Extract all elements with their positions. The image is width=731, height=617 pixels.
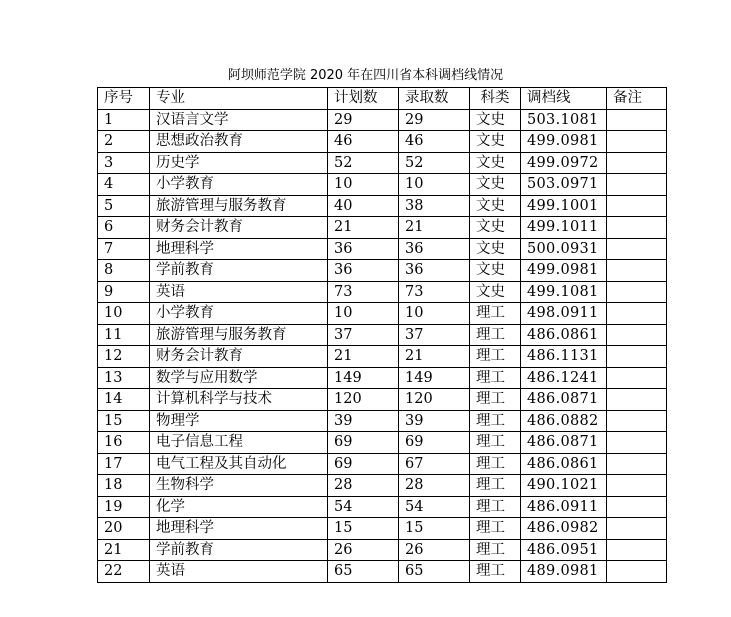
- cell-score: 499.1001: [521, 195, 607, 217]
- cell-plan: 29: [328, 109, 399, 131]
- header-category: 科类: [470, 88, 521, 110]
- cell-plan: 36: [328, 238, 399, 260]
- cell-plan: 15: [328, 518, 399, 540]
- cell-note: [607, 238, 667, 260]
- header-plan: 计划数: [328, 88, 399, 110]
- cell-category: 文史: [470, 109, 521, 131]
- cell-major: 汉语言文学: [150, 109, 328, 131]
- cell-score: 503.0971: [521, 174, 607, 196]
- cell-no: 21: [98, 539, 150, 561]
- cell-no: 16: [98, 432, 150, 454]
- cell-no: 15: [98, 410, 150, 432]
- cell-admitted: 46: [399, 131, 470, 153]
- cell-category: 理工: [470, 496, 521, 518]
- cell-category: 理工: [470, 410, 521, 432]
- cell-plan: 69: [328, 432, 399, 454]
- cell-no: 10: [98, 303, 150, 325]
- cell-admitted: 54: [399, 496, 470, 518]
- cell-category: 理工: [470, 475, 521, 497]
- cell-score: 486.1131: [521, 346, 607, 368]
- cell-major: 地理科学: [150, 238, 328, 260]
- table-row: [98, 152, 667, 174]
- cell-admitted: 39: [399, 410, 470, 432]
- table-row: [98, 260, 667, 282]
- table-row: [98, 475, 667, 497]
- cell-admitted: 36: [399, 260, 470, 282]
- cell-plan: 52: [328, 152, 399, 174]
- table-body: [98, 109, 667, 582]
- cell-no: 14: [98, 389, 150, 411]
- table-row: [98, 539, 667, 561]
- table-row: [98, 281, 667, 303]
- header-major: 专业: [150, 88, 328, 110]
- cell-note: [607, 174, 667, 196]
- cell-plan: 39: [328, 410, 399, 432]
- cell-no: 12: [98, 346, 150, 368]
- cell-note: [607, 518, 667, 540]
- cell-no: 17: [98, 453, 150, 475]
- cell-admitted: 38: [399, 195, 470, 217]
- cell-major: 生物科学: [150, 475, 328, 497]
- cell-note: [607, 475, 667, 497]
- cell-category: 理工: [470, 303, 521, 325]
- cell-score: 486.0861: [521, 453, 607, 475]
- cell-admitted: 15: [399, 518, 470, 540]
- cell-plan: 28: [328, 475, 399, 497]
- cell-plan: 73: [328, 281, 399, 303]
- cell-category: 理工: [470, 453, 521, 475]
- table-row: [98, 367, 667, 389]
- cell-score: 486.0951: [521, 539, 607, 561]
- cell-no: 22: [98, 561, 150, 583]
- cell-category: 文史: [470, 152, 521, 174]
- cell-plan: 65: [328, 561, 399, 583]
- cell-major: 小学教育: [150, 174, 328, 196]
- cell-category: 文史: [470, 217, 521, 239]
- cell-admitted: 37: [399, 324, 470, 346]
- table-row: [98, 432, 667, 454]
- cell-no: 6: [98, 217, 150, 239]
- cell-note: [607, 281, 667, 303]
- cell-score: 486.1241: [521, 367, 607, 389]
- cell-major: 学前教育: [150, 539, 328, 561]
- cell-category: 文史: [470, 281, 521, 303]
- cell-major: 旅游管理与服务教育: [150, 195, 328, 217]
- cell-note: [607, 539, 667, 561]
- cell-major: 计算机科学与技术: [150, 389, 328, 411]
- cell-note: [607, 260, 667, 282]
- cell-major: 小学教育: [150, 303, 328, 325]
- cell-note: [607, 432, 667, 454]
- cell-score: 490.1021: [521, 475, 607, 497]
- cell-major: 物理学: [150, 410, 328, 432]
- cell-no: 5: [98, 195, 150, 217]
- table-row: [98, 324, 667, 346]
- table-row: [98, 174, 667, 196]
- cell-no: 1: [98, 109, 150, 131]
- table-row: [98, 346, 667, 368]
- cell-score: 486.0882: [521, 410, 607, 432]
- table-row: [98, 238, 667, 260]
- cell-major: 财务会计教育: [150, 346, 328, 368]
- cell-note: [607, 217, 667, 239]
- header-row: [98, 88, 667, 110]
- cell-note: [607, 410, 667, 432]
- admission-table: [97, 87, 667, 583]
- cell-plan: 40: [328, 195, 399, 217]
- cell-no: 11: [98, 324, 150, 346]
- cell-no: 19: [98, 496, 150, 518]
- cell-major: 地理科学: [150, 518, 328, 540]
- cell-admitted: 10: [399, 174, 470, 196]
- table-row: [98, 561, 667, 583]
- cell-note: [607, 131, 667, 153]
- cell-category: 理工: [470, 518, 521, 540]
- cell-admitted: 149: [399, 367, 470, 389]
- cell-major: 英语: [150, 281, 328, 303]
- cell-note: [607, 346, 667, 368]
- cell-plan: 10: [328, 303, 399, 325]
- cell-admitted: 73: [399, 281, 470, 303]
- cell-major: 思想政治教育: [150, 131, 328, 153]
- cell-major: 电子信息工程: [150, 432, 328, 454]
- cell-admitted: 21: [399, 346, 470, 368]
- cell-plan: 37: [328, 324, 399, 346]
- cell-admitted: 69: [399, 432, 470, 454]
- table-row: [98, 496, 667, 518]
- cell-plan: 26: [328, 539, 399, 561]
- cell-major: 英语: [150, 561, 328, 583]
- cell-major: 学前教育: [150, 260, 328, 282]
- cell-score: 499.1081: [521, 281, 607, 303]
- cell-category: 文史: [470, 238, 521, 260]
- cell-no: 2: [98, 131, 150, 153]
- cell-score: 503.1081: [521, 109, 607, 131]
- cell-plan: 54: [328, 496, 399, 518]
- page-title: 阿坝师范学院 2020 年在四川省本科调档线情况: [227, 68, 504, 83]
- cell-score: 489.0981: [521, 561, 607, 583]
- cell-plan: 21: [328, 217, 399, 239]
- cell-category: 文史: [470, 260, 521, 282]
- cell-score: 498.0911: [521, 303, 607, 325]
- cell-no: 18: [98, 475, 150, 497]
- cell-major: 财务会计教育: [150, 217, 328, 239]
- cell-plan: 46: [328, 131, 399, 153]
- cell-category: 理工: [470, 367, 521, 389]
- cell-score: 499.0981: [521, 260, 607, 282]
- cell-major: 化学: [150, 496, 328, 518]
- cell-note: [607, 324, 667, 346]
- cell-category: 理工: [470, 539, 521, 561]
- cell-admitted: 36: [399, 238, 470, 260]
- cell-category: 理工: [470, 561, 521, 583]
- cell-admitted: 65: [399, 561, 470, 583]
- cell-score: 499.1011: [521, 217, 607, 239]
- cell-admitted: 21: [399, 217, 470, 239]
- cell-score: 486.0871: [521, 432, 607, 454]
- cell-score: 499.0981: [521, 131, 607, 153]
- cell-no: 7: [98, 238, 150, 260]
- cell-no: 20: [98, 518, 150, 540]
- cell-category: 文史: [470, 195, 521, 217]
- table-row: [98, 518, 667, 540]
- cell-no: 9: [98, 281, 150, 303]
- cell-plan: 21: [328, 346, 399, 368]
- cell-plan: 69: [328, 453, 399, 475]
- cell-score: 486.0871: [521, 389, 607, 411]
- table-row: [98, 109, 667, 131]
- cell-category: 理工: [470, 389, 521, 411]
- cell-major: 数学与应用数学: [150, 367, 328, 389]
- table-row: [98, 453, 667, 475]
- cell-note: [607, 496, 667, 518]
- cell-no: 13: [98, 367, 150, 389]
- cell-major: 电气工程及其自动化: [150, 453, 328, 475]
- cell-plan: 10: [328, 174, 399, 196]
- cell-category: 理工: [470, 432, 521, 454]
- cell-note: [607, 109, 667, 131]
- table-row: [98, 217, 667, 239]
- cell-no: 4: [98, 174, 150, 196]
- cell-major: 旅游管理与服务教育: [150, 324, 328, 346]
- cell-no: 8: [98, 260, 150, 282]
- cell-major: 历史学: [150, 152, 328, 174]
- cell-score: 486.0982: [521, 518, 607, 540]
- header-note: 备注: [607, 88, 667, 110]
- cell-admitted: 26: [399, 539, 470, 561]
- cell-category: 文史: [470, 131, 521, 153]
- table-row: [98, 303, 667, 325]
- cell-admitted: 10: [399, 303, 470, 325]
- cell-note: [607, 389, 667, 411]
- cell-admitted: 67: [399, 453, 470, 475]
- header-no: 序号: [98, 88, 150, 110]
- cell-note: [607, 453, 667, 475]
- cell-score: 486.0861: [521, 324, 607, 346]
- cell-note: [607, 195, 667, 217]
- cell-plan: 120: [328, 389, 399, 411]
- cell-admitted: 28: [399, 475, 470, 497]
- table-row: [98, 195, 667, 217]
- cell-admitted: 120: [399, 389, 470, 411]
- header-admitted: 录取数: [399, 88, 470, 110]
- cell-admitted: 52: [399, 152, 470, 174]
- cell-plan: 36: [328, 260, 399, 282]
- cell-score: 486.0911: [521, 496, 607, 518]
- cell-category: 文史: [470, 174, 521, 196]
- header-score: 调档线: [521, 88, 607, 110]
- cell-admitted: 29: [399, 109, 470, 131]
- table-row: [98, 410, 667, 432]
- cell-category: 理工: [470, 346, 521, 368]
- cell-note: [607, 561, 667, 583]
- cell-note: [607, 303, 667, 325]
- table-row: [98, 389, 667, 411]
- cell-note: [607, 152, 667, 174]
- table-row: [98, 131, 667, 153]
- cell-note: [607, 367, 667, 389]
- cell-score: 500.0931: [521, 238, 607, 260]
- cell-no: 3: [98, 152, 150, 174]
- cell-plan: 149: [328, 367, 399, 389]
- cell-score: 499.0972: [521, 152, 607, 174]
- cell-category: 理工: [470, 324, 521, 346]
